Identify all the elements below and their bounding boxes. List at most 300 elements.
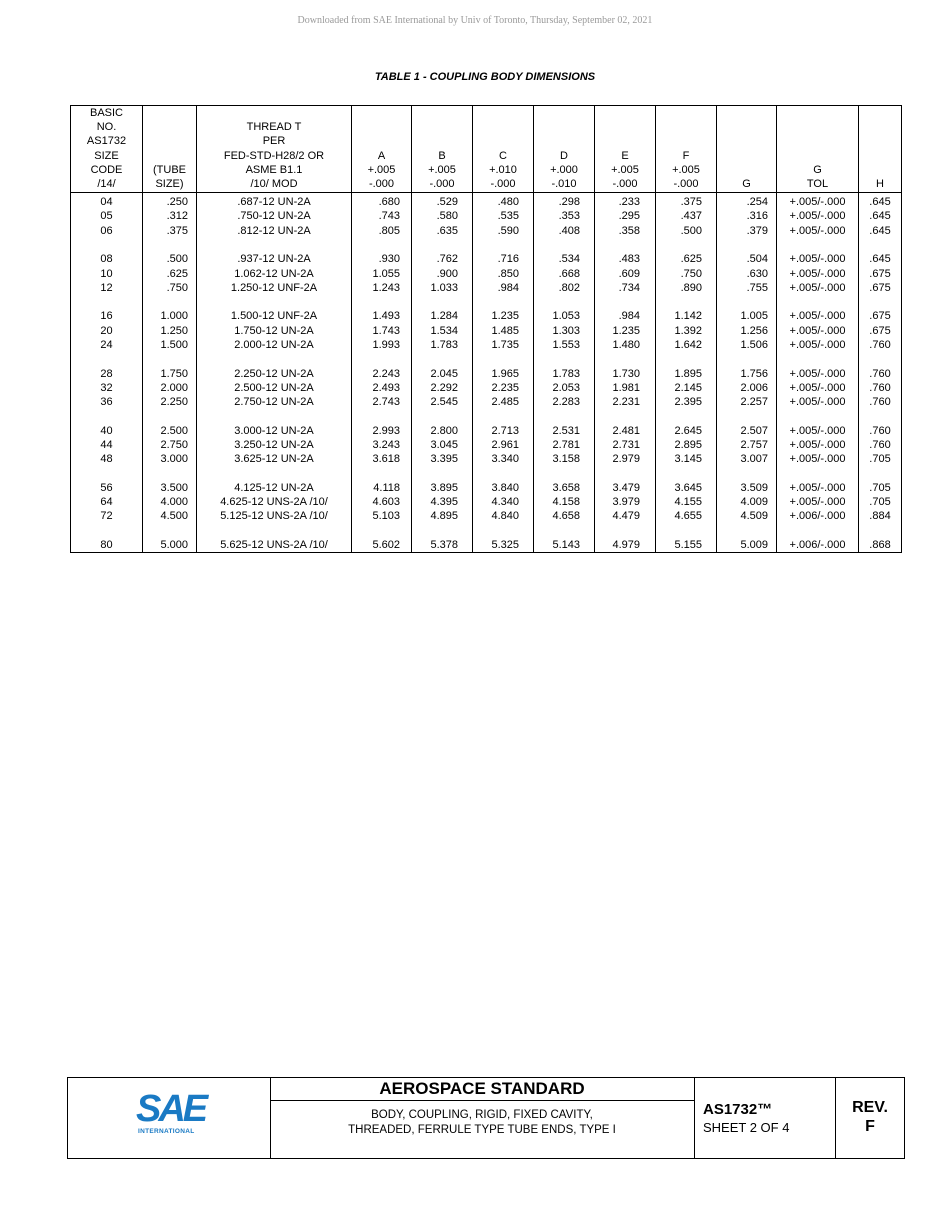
- header-h: [859, 106, 902, 193]
- table-row-group: [71, 250, 902, 307]
- header-line: THREAD T: [246, 121, 302, 134]
- cell-c: [473, 422, 534, 479]
- cell-value: 4.395: [430, 495, 458, 508]
- logo-cell: [68, 1078, 271, 1158]
- cell-value: 2.993: [372, 424, 400, 437]
- cell-d: [534, 536, 595, 553]
- header-a: [352, 106, 412, 193]
- cell-value: 4.840: [491, 510, 519, 523]
- cell-gtol: [777, 536, 859, 553]
- document-title-line: BODY, COUPLING, RIGID, FIXED CAVITY,: [371, 1109, 593, 1121]
- cell-h: [859, 193, 902, 251]
- cell-value: .760: [869, 338, 891, 351]
- cell-value: .635: [436, 224, 458, 237]
- cell-value: 1.743: [372, 324, 400, 337]
- cell-value: 3.340: [491, 453, 519, 466]
- header-line: G: [742, 178, 751, 191]
- cell-value: 32: [100, 381, 113, 394]
- cell-value: .437: [680, 210, 702, 223]
- cell-tube: [143, 536, 197, 553]
- cell-value: 36: [100, 395, 113, 408]
- cell-value: .900: [436, 267, 458, 280]
- header-b: [412, 106, 473, 193]
- cell-value: 2.493: [372, 381, 400, 394]
- cell-value: .802: [558, 281, 580, 294]
- cell-value: .675: [869, 267, 891, 280]
- header-line: F: [682, 149, 690, 162]
- cell-thread: [197, 536, 352, 553]
- header-line: +.005: [367, 163, 396, 176]
- cell-value: 2.979: [612, 453, 640, 466]
- cell-value: .675: [869, 281, 891, 294]
- cell-d: [534, 193, 595, 251]
- header-line: -.000: [612, 178, 638, 191]
- cell-value: +.005/-.000: [789, 224, 846, 237]
- cell-value: 4.979: [612, 538, 640, 551]
- cell-tube: [143, 307, 197, 364]
- cell-tube: [143, 365, 197, 422]
- cell-size: [71, 479, 143, 536]
- cell-value: .850: [497, 267, 519, 280]
- document-title: [270, 1108, 694, 1138]
- cell-value: +.005/-.000: [789, 395, 846, 408]
- cell-size: [71, 422, 143, 479]
- cell-value: +.005/-.000: [789, 324, 846, 337]
- header-line: +.000: [550, 163, 578, 176]
- cell-value: 1.480: [612, 338, 640, 351]
- cell-size: [71, 365, 143, 422]
- header-tube-size: [143, 106, 197, 193]
- header-line: /10/ MOD: [250, 178, 298, 191]
- header-line: -.010: [551, 178, 577, 191]
- cell-value: .408: [558, 224, 580, 237]
- header-line: /14/: [97, 178, 116, 191]
- cell-value: 1.235: [612, 324, 640, 337]
- cell-value: 3.840: [491, 481, 519, 494]
- cell-value: .668: [558, 267, 580, 280]
- cell-a: [352, 250, 412, 307]
- cell-value: 1.730: [612, 367, 640, 380]
- cell-gtol: [777, 479, 859, 536]
- document-number-cell: [694, 1078, 836, 1158]
- cell-value: 2.145: [674, 381, 702, 394]
- cell-value: 3.509: [740, 481, 768, 494]
- cell-size: [71, 193, 143, 251]
- cell-value: 4.125-12 UN-2A: [234, 481, 314, 494]
- cell-d: [534, 422, 595, 479]
- cell-value: 1.553: [552, 338, 580, 351]
- document-number: AS1732™: [703, 1101, 773, 1118]
- cell-value: 2.395: [674, 395, 702, 408]
- cell-value: 2.750: [160, 438, 188, 451]
- cell-value: 40: [100, 424, 113, 437]
- header-f: [656, 106, 717, 193]
- cell-h: [859, 479, 902, 536]
- cell-value: 2.895: [674, 438, 702, 451]
- cell-tube: [143, 193, 197, 251]
- cell-value: .375: [166, 224, 188, 237]
- cell-value: 3.000-12 UN-2A: [234, 424, 314, 437]
- cell-thread: [197, 365, 352, 422]
- cell-e: [595, 479, 656, 536]
- header-line: TOL: [806, 178, 829, 191]
- cell-value: 2.231: [612, 395, 640, 408]
- cell-value: 1.033: [430, 281, 458, 294]
- header-line: FED-STD-H28/2 OR: [223, 149, 325, 162]
- cell-thread: [197, 307, 352, 364]
- cell-e: [595, 250, 656, 307]
- cell-value: .630: [746, 267, 768, 280]
- cell-value: .645: [869, 210, 891, 223]
- header-line: A: [377, 149, 386, 162]
- cell-value: .743: [378, 210, 400, 223]
- cell-a: [352, 193, 412, 251]
- cell-b: [412, 250, 473, 307]
- cell-value: 5.602: [372, 538, 400, 551]
- cell-value: 1.756: [740, 367, 768, 380]
- cell-value: 5.000: [160, 538, 188, 551]
- cell-value: 2.500-12 UN-2A: [234, 381, 314, 394]
- cell-a: [352, 307, 412, 364]
- cell-b: [412, 193, 473, 251]
- cell-value: 48: [100, 453, 113, 466]
- cell-value: +.005/-.000: [789, 210, 846, 223]
- cell-gtol: [777, 250, 859, 307]
- cell-value: .312: [166, 210, 188, 223]
- cell-value: 2.961: [491, 438, 519, 451]
- cell-value: 1.750: [160, 367, 188, 380]
- cell-value: .705: [869, 481, 891, 494]
- header-line: PER: [262, 135, 286, 148]
- cell-tube: [143, 479, 197, 536]
- cell-value: 2.731: [612, 438, 640, 451]
- cell-value: 3.395: [430, 453, 458, 466]
- cell-value: .705: [869, 495, 891, 508]
- header-g: [717, 106, 777, 193]
- cell-value: .590: [497, 224, 519, 237]
- header-line: CODE: [90, 163, 123, 176]
- cell-b: [412, 365, 473, 422]
- cell-value: .298: [558, 196, 580, 209]
- cell-value: .755: [746, 281, 768, 294]
- header-d: [534, 106, 595, 193]
- cell-value: +.006/-.000: [789, 510, 846, 523]
- header-line: H: [876, 178, 884, 191]
- cell-value: .480: [497, 196, 519, 209]
- header-line: NO.: [96, 121, 117, 134]
- cell-value: 3.895: [430, 481, 458, 494]
- cell-c: [473, 479, 534, 536]
- cell-value: 1.735: [491, 338, 519, 351]
- cell-value: +.005/-.000: [789, 267, 846, 280]
- cell-value: +.005/-.000: [789, 310, 846, 323]
- cell-value: .675: [869, 324, 891, 337]
- cell-tube: [143, 250, 197, 307]
- logo-main-text: SAE: [136, 1088, 206, 1130]
- cell-value: 2.645: [674, 424, 702, 437]
- cell-value: 1.053: [552, 310, 580, 323]
- title-cell: [270, 1078, 695, 1158]
- header-size-code: [71, 106, 143, 193]
- cell-value: 4.509: [740, 510, 768, 523]
- cell-value: 1.485: [491, 324, 519, 337]
- title-block: [67, 1077, 905, 1159]
- cell-h: [859, 307, 902, 364]
- cell-value: .375: [680, 196, 702, 209]
- cell-value: .379: [746, 224, 768, 237]
- cell-value: 2.000-12 UN-2A: [234, 338, 314, 351]
- cell-gtol: [777, 307, 859, 364]
- cell-value: .250: [166, 196, 188, 209]
- cell-value: 1.750-12 UN-2A: [234, 324, 314, 337]
- cell-h: [859, 250, 902, 307]
- cell-value: 4.000: [160, 495, 188, 508]
- cell-value: 2.757: [740, 438, 768, 451]
- cell-a: [352, 422, 412, 479]
- cell-h: [859, 422, 902, 479]
- cell-value: 1.993: [372, 338, 400, 351]
- cell-b: [412, 479, 473, 536]
- cell-value: .675: [869, 310, 891, 323]
- cell-f: [656, 365, 717, 422]
- cell-value: 2.481: [612, 424, 640, 437]
- cell-d: [534, 307, 595, 364]
- cell-value: 1.250-12 UNF-2A: [230, 281, 318, 294]
- cell-value: .760: [869, 395, 891, 408]
- cell-value: 44: [100, 438, 113, 451]
- cell-value: .984: [618, 310, 640, 323]
- sheet-number: SHEET 2 OF 4: [703, 1120, 790, 1135]
- cell-value: 1.783: [430, 338, 458, 351]
- cell-value: +.005/-.000: [789, 495, 846, 508]
- header-e: [595, 106, 656, 193]
- cell-value: 64: [100, 495, 113, 508]
- table-title: TABLE 1 - COUPLING BODY DIMENSIONS: [374, 71, 596, 83]
- cell-size: [71, 536, 143, 553]
- header-line: SIZE: [94, 149, 119, 162]
- cell-value: 2.053: [552, 381, 580, 394]
- cell-value: 1.500-12 UNF-2A: [230, 310, 318, 323]
- cell-value: 4.895: [430, 510, 458, 523]
- cell-value: 24: [100, 338, 113, 351]
- header-line: ASME B1.1: [245, 163, 303, 176]
- cell-value: 4.655: [674, 510, 702, 523]
- header-line: AS1732: [86, 135, 127, 148]
- cell-value: 1.493: [372, 310, 400, 323]
- cell-value: 5.625-12 UNS-2A /10/: [220, 538, 328, 551]
- cell-g: [717, 193, 777, 251]
- cell-value: 5.378: [430, 538, 458, 551]
- cell-value: 3.618: [372, 453, 400, 466]
- cell-value: 80: [100, 538, 113, 551]
- header-thread: [197, 106, 352, 193]
- cell-value: 05: [100, 210, 113, 223]
- cell-value: .937-12 UN-2A: [237, 253, 311, 266]
- cell-value: +.005/-.000: [789, 253, 846, 266]
- cell-c: [473, 365, 534, 422]
- cell-value: 1.005: [740, 310, 768, 323]
- cell-value: .645: [869, 196, 891, 209]
- cell-value: 16: [100, 310, 113, 323]
- cell-value: .534: [558, 253, 580, 266]
- cell-value: .483: [618, 253, 640, 266]
- cell-value: 2.250: [160, 395, 188, 408]
- cell-value: .500: [680, 224, 702, 237]
- cell-value: +.005/-.000: [789, 338, 846, 351]
- cell-value: 1.062-12 UN-2A: [234, 267, 314, 280]
- cell-value: .295: [618, 210, 640, 223]
- cell-b: [412, 536, 473, 553]
- cell-f: [656, 250, 717, 307]
- header-g-tol: [777, 106, 859, 193]
- cell-value: .353: [558, 210, 580, 223]
- cell-value: .705: [869, 453, 891, 466]
- header-line: +.010: [489, 163, 517, 176]
- cell-value: 1.783: [552, 367, 580, 380]
- cell-value: 3.145: [674, 453, 702, 466]
- revision-label: REV.: [852, 1099, 888, 1116]
- cell-value: 3.250-12 UN-2A: [234, 438, 314, 451]
- header-line: E: [621, 149, 629, 162]
- cell-h: [859, 365, 902, 422]
- cell-value: 2.006: [740, 381, 768, 394]
- cell-a: [352, 536, 412, 553]
- cell-value: .805: [378, 224, 400, 237]
- revision-value: F: [865, 1118, 875, 1135]
- cell-value: .254: [746, 196, 768, 209]
- cell-value: 1.256: [740, 324, 768, 337]
- cell-c: [473, 307, 534, 364]
- cell-value: .734: [618, 281, 640, 294]
- cell-value: 3.479: [612, 481, 640, 494]
- cell-value: 1.235: [491, 310, 519, 323]
- cell-value: 3.243: [372, 438, 400, 451]
- cell-d: [534, 479, 595, 536]
- cell-value: .625: [680, 253, 702, 266]
- header-line: -.000: [673, 178, 699, 191]
- cell-value: 2.045: [430, 367, 458, 380]
- standard-label: AEROSPACE STANDARD: [270, 1078, 694, 1101]
- header-c: [473, 106, 534, 193]
- cell-f: [656, 479, 717, 536]
- cell-g: [717, 536, 777, 553]
- cell-value: 2.750-12 UN-2A: [234, 395, 314, 408]
- cell-value: 2.781: [552, 438, 580, 451]
- cell-value: 3.500: [160, 481, 188, 494]
- cell-thread: [197, 422, 352, 479]
- header-row: [71, 106, 902, 193]
- cell-value: 5.103: [372, 510, 400, 523]
- header-line: +.005: [428, 163, 456, 176]
- cell-value: .750: [680, 267, 702, 280]
- revision-cell: [835, 1078, 905, 1158]
- cell-value: 3.645: [674, 481, 702, 494]
- cell-value: +.005/-.000: [789, 481, 846, 494]
- cell-value: .930: [378, 253, 400, 266]
- cell-value: .868: [869, 538, 891, 551]
- cell-g: [717, 250, 777, 307]
- cell-value: 72: [100, 510, 113, 523]
- header-line: +.005: [672, 163, 700, 176]
- cell-value: 1.243: [372, 281, 400, 294]
- cell-value: .233: [618, 196, 640, 209]
- cell-value: 4.118: [373, 481, 400, 494]
- cell-value: 3.658: [552, 481, 580, 494]
- cell-value: .762: [436, 253, 458, 266]
- cell-value: 2.250-12 UN-2A: [234, 367, 314, 380]
- cell-value: 1.303: [552, 324, 580, 337]
- cell-value: 1.500: [160, 338, 188, 351]
- cell-value: 5.009: [740, 538, 768, 551]
- cell-value: .760: [869, 438, 891, 451]
- cell-value: 04: [100, 196, 113, 209]
- cell-value: 2.800: [430, 424, 458, 437]
- cell-size: [71, 307, 143, 364]
- table-row-group: [71, 479, 902, 536]
- download-note: Downloaded from SAE International by Univ of Toronto, Thursday, September 02, 2021: [297, 15, 653, 26]
- cell-value: +.005/-.000: [789, 281, 846, 294]
- cell-a: [352, 479, 412, 536]
- cell-value: 2.257: [740, 395, 768, 408]
- cell-value: 2.545: [430, 395, 458, 408]
- document-title-line: THREADED, FERRULE TYPE TUBE ENDS, TYPE I: [348, 1124, 616, 1136]
- cell-value: 3.979: [612, 495, 640, 508]
- cell-value: .687-12 UN-2A: [237, 196, 311, 209]
- header-line: G: [813, 163, 822, 176]
- table-row-group: [71, 307, 902, 364]
- cell-value: 4.479: [612, 510, 640, 523]
- cell-value: +.005/-.000: [789, 381, 846, 394]
- cell-e: [595, 193, 656, 251]
- table-row-group: [71, 536, 902, 553]
- cell-h: [859, 536, 902, 553]
- coupling-body-dimensions-table: [70, 105, 902, 553]
- cell-b: [412, 422, 473, 479]
- cell-value: 3.007: [740, 453, 768, 466]
- cell-value: +.005/-.000: [789, 453, 846, 466]
- header-line: SIZE): [155, 178, 184, 191]
- table-row-group: [71, 193, 902, 251]
- cell-value: 1.250: [160, 324, 188, 337]
- cell-value: 3.625-12 UN-2A: [234, 453, 314, 466]
- cell-value: 08: [100, 253, 113, 266]
- cell-value: 1.506: [740, 338, 768, 351]
- cell-value: .358: [618, 224, 640, 237]
- cell-g: [717, 479, 777, 536]
- cell-value: .716: [497, 253, 519, 266]
- cell-f: [656, 422, 717, 479]
- header-line: BASIC: [89, 107, 123, 119]
- cell-value: .760: [869, 424, 891, 437]
- cell-value: 1.284: [430, 310, 458, 323]
- cell-value: 5.125-12 UNS-2A /10/: [220, 510, 328, 523]
- cell-c: [473, 250, 534, 307]
- cell-thread: [197, 193, 352, 251]
- cell-e: [595, 422, 656, 479]
- cell-e: [595, 536, 656, 553]
- cell-value: 5.155: [674, 538, 702, 551]
- cell-value: 2.500: [160, 424, 188, 437]
- cell-value: 1.895: [674, 367, 702, 380]
- cell-e: [595, 307, 656, 364]
- table-row-group: [71, 422, 902, 479]
- cell-gtol: [777, 193, 859, 251]
- cell-thread: [197, 250, 352, 307]
- cell-value: .760: [869, 381, 891, 394]
- cell-f: [656, 536, 717, 553]
- cell-d: [534, 365, 595, 422]
- cell-b: [412, 307, 473, 364]
